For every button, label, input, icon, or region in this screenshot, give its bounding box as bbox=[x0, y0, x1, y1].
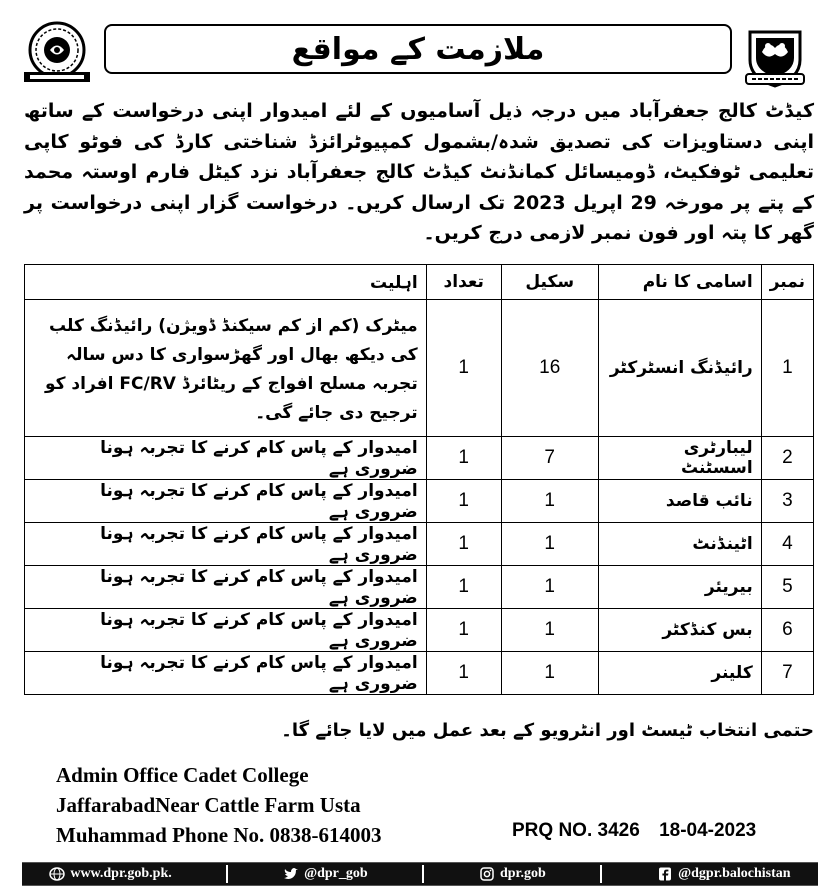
footer-instagram[interactable] bbox=[479, 866, 546, 882]
row-num: 1 bbox=[761, 300, 813, 437]
selection-note: حتمی انتخاب ٹیسٹ اور انٹرویو کے بعد عمل میں لایا جائے گا۔ bbox=[281, 720, 814, 741]
row-qualification: امیدوار کے پاس کام کرنے کا تجربہ ہونا ضروری ہے bbox=[25, 652, 427, 695]
row-qualification: امیدوار کے پاس کام کرنے کا تجربہ ہونا ضروری ہے bbox=[25, 523, 427, 566]
twitter-handle[interactable]: @dpr_gob bbox=[304, 866, 368, 881]
header-name: اسامی کا نام bbox=[598, 265, 761, 300]
table-row bbox=[25, 566, 814, 609]
row-qualification: امیدوار کے پاس کام کرنے کا تجربہ ہونا ضروری ہے bbox=[25, 609, 427, 652]
header-num: نمبر bbox=[761, 265, 813, 300]
address-line-3: Muhammad Phone No. 0838-614003 bbox=[56, 823, 382, 847]
row-num: 7 bbox=[761, 652, 813, 695]
header-qualification: اہلیت bbox=[25, 265, 427, 300]
instagram-icon bbox=[479, 867, 495, 881]
row-scale: 1 bbox=[501, 566, 598, 609]
row-name: نائب قاصد bbox=[598, 480, 761, 523]
row-count: 1 bbox=[426, 523, 501, 566]
row-scale: 7 bbox=[501, 437, 598, 480]
row-count: 1 bbox=[426, 609, 501, 652]
row-count: 1 bbox=[426, 437, 501, 480]
row-qualification: امیدوار کے پاس کام کرنے کا تجربہ ہونا ضروری ہے bbox=[25, 480, 427, 523]
table-row bbox=[25, 437, 814, 480]
row-count: 1 bbox=[426, 652, 501, 695]
header-count: تعداد bbox=[426, 265, 501, 300]
row-name: کلینر bbox=[598, 652, 761, 695]
table-row bbox=[25, 300, 814, 437]
table-row bbox=[25, 652, 814, 695]
jobs-table bbox=[24, 264, 814, 695]
row-scale: 1 bbox=[501, 523, 598, 566]
table-row bbox=[25, 609, 814, 652]
footer-divider bbox=[600, 865, 602, 883]
dpr-balochistan-logo-icon bbox=[22, 20, 92, 84]
row-scale: 1 bbox=[501, 609, 598, 652]
footer-divider bbox=[226, 865, 228, 883]
row-count: 1 bbox=[426, 566, 501, 609]
header-scale: سکیل bbox=[501, 265, 598, 300]
row-name: رائیڈنگ انسٹرکٹر bbox=[598, 300, 761, 437]
table-row bbox=[25, 480, 814, 523]
row-num: 6 bbox=[761, 609, 813, 652]
prq-date: 18-04-2023 bbox=[659, 820, 757, 841]
row-num: 3 bbox=[761, 480, 813, 523]
row-scale: 16 bbox=[501, 300, 598, 437]
row-name: لیبارٹری اسسٹنٹ bbox=[598, 437, 761, 480]
row-scale: 1 bbox=[501, 652, 598, 695]
facebook-handle[interactable]: @dgpr.balochistan bbox=[678, 866, 791, 881]
footer-social-bar bbox=[22, 862, 818, 886]
row-count: 1 bbox=[426, 300, 501, 437]
facebook-icon bbox=[657, 867, 673, 881]
row-qualification: امیدوار کے پاس کام کرنے کا تجربہ ہونا ضروری ہے bbox=[25, 437, 427, 480]
row-name: اٹینڈنٹ bbox=[598, 523, 761, 566]
footer-website[interactable] bbox=[49, 866, 171, 882]
footer-twitter[interactable] bbox=[283, 866, 368, 882]
row-scale: 1 bbox=[501, 480, 598, 523]
row-num: 4 bbox=[761, 523, 813, 566]
intro-paragraph: کیڈٹ کالج جعفرآباد میں درجہ ذیل آسامیوں کے لئے امیدوار اپنی درخواست کے ساتھ اپنی دستاویزات کی تصدیق شدہ/بشمول کمپیوٹرائزڈ شناختی کارڈ کی فوٹو کاپی تعلیمی ٹوفکیٹ، ڈومیسائل کمانڈنٹ کیڈٹ کالج جعفرآباد نزد کیٹل فارم اوستہ محمد کے پتے پر مورخہ 29 اپریل 2023 تک ارسال کریں۔ درخواست گزار اپنی درخواست پر گھر کا پتہ اور فون نمبر لازمی درج کریں۔ bbox=[24, 100, 815, 244]
contact-address bbox=[56, 760, 456, 850]
address-line-1: Admin Office Cadet College bbox=[56, 763, 309, 787]
prq-reference bbox=[512, 820, 770, 842]
row-qualification: میٹرک (کم از کم سیکنڈ ڈویژن) رائیڈنگ کلب کی دیکھ بھال اور گھڑسواری کا دس سالہ تجربہ مسلح افواج کے ریٹائرڈ FC/RV افراد کو ترجیح دی جائے گی۔ bbox=[25, 300, 427, 437]
globe-icon bbox=[49, 867, 65, 881]
row-num: 2 bbox=[761, 437, 813, 480]
row-num: 5 bbox=[761, 566, 813, 609]
table-header-row bbox=[25, 265, 814, 300]
row-count: 1 bbox=[426, 480, 501, 523]
website-link[interactable]: www.dpr.gob.pk. bbox=[70, 866, 172, 881]
footer-divider bbox=[422, 865, 424, 883]
row-qualification: امیدوار کے پاس کام کرنے کا تجربہ ہونا ضروری ہے bbox=[25, 566, 427, 609]
cadet-college-jaffarabad-emblem-icon bbox=[742, 26, 808, 88]
address-line-2: JaffarabadNear Cattle Farm Usta bbox=[56, 793, 361, 817]
page-title: ملازمت کے مواقع bbox=[104, 24, 732, 74]
header bbox=[0, 0, 830, 92]
prq-number: PRQ NO. 3426 bbox=[512, 820, 640, 841]
instagram-handle[interactable]: dpr.gob bbox=[499, 866, 546, 881]
row-name: بیریئر bbox=[598, 566, 761, 609]
row-name: بس کنڈکٹر bbox=[598, 609, 761, 652]
table-row bbox=[25, 523, 814, 566]
twitter-icon bbox=[283, 867, 299, 881]
footer-facebook[interactable] bbox=[657, 866, 791, 882]
